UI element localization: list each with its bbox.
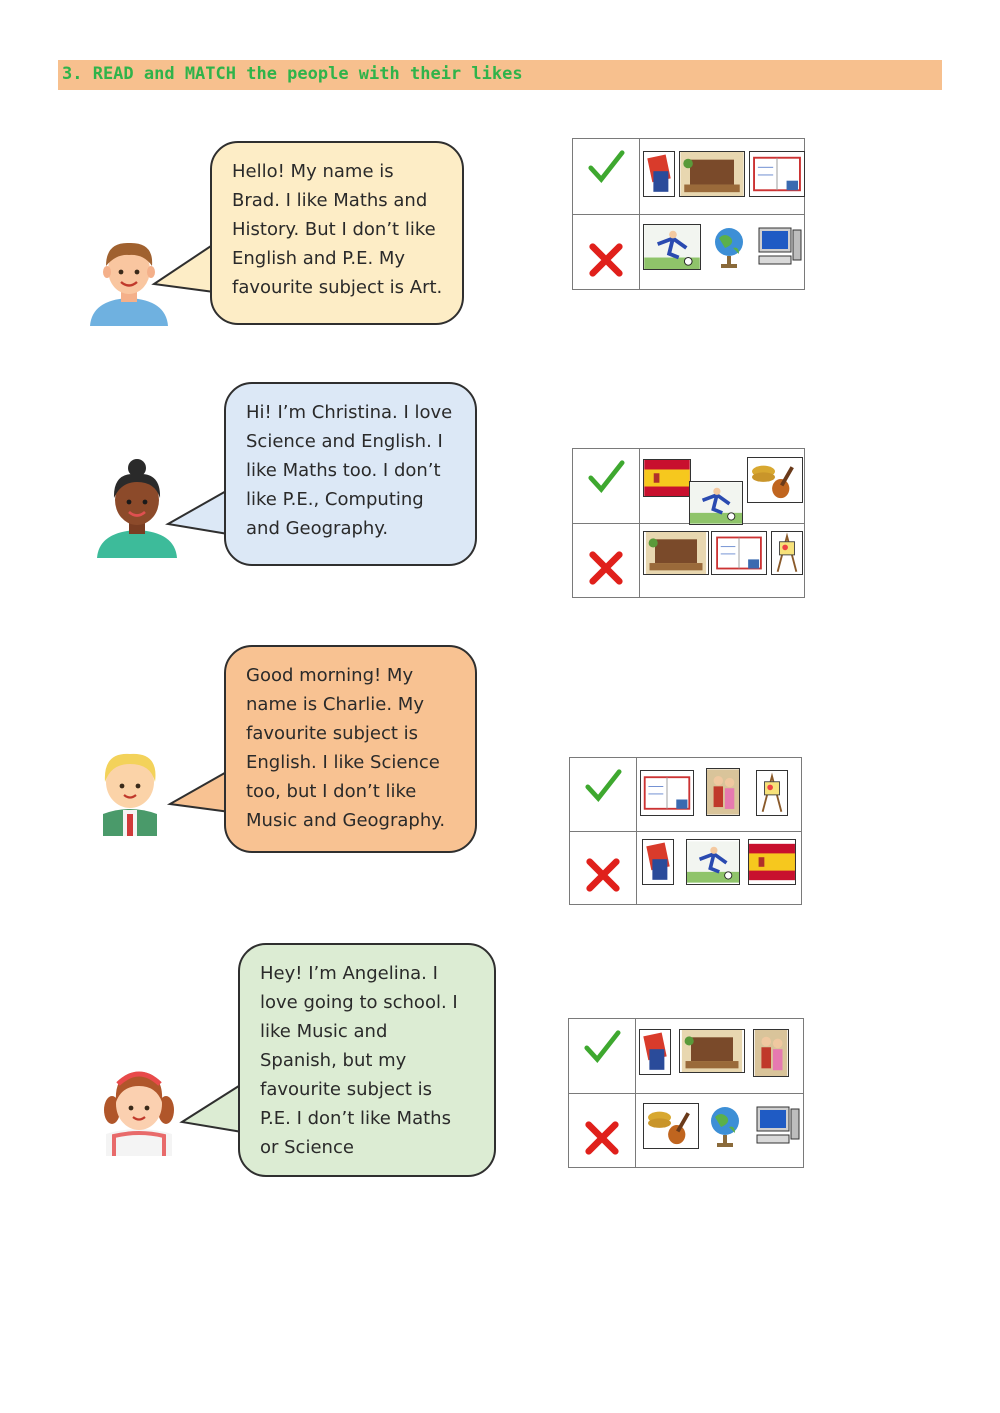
science-lab-icon <box>679 151 745 197</box>
cymbals-guitar-icon <box>747 457 803 503</box>
speech-bubble-charlie: Good morning! My name is Charlie. My favourite subject is English. I like Science too, but I don’t like Music and Geography. <box>224 645 477 853</box>
speech-bubble-brad: Hello! My name is Brad. I like Maths and History. But I don’t like English and P.E. My favourite subject is Art. <box>210 141 464 325</box>
instruction-banner <box>58 60 942 90</box>
tick-icon <box>584 766 622 804</box>
cymbals-guitar-icon <box>643 1103 699 1149</box>
likes-grid-2 <box>572 448 805 598</box>
speech-bubble-christina: Hi! I’m Christina. I love Science and English. I like Maths too. I don’t like P.E., Computing and Geography. <box>224 382 477 566</box>
instruction-title: 3. READ and MATCH the people with their likes <box>62 64 523 84</box>
likes-grid-1 <box>572 138 805 290</box>
science-lab-icon <box>679 1029 745 1073</box>
tick-icon <box>587 457 625 495</box>
globe-icon <box>711 224 747 270</box>
computer-icon <box>757 224 803 270</box>
football-player-icon <box>686 839 740 885</box>
notebook-icon <box>749 151 805 197</box>
cross-icon <box>583 1119 621 1157</box>
cross-icon <box>587 241 625 279</box>
football-player-icon <box>643 224 701 270</box>
girl-pigtails-avatar-icon <box>100 1064 178 1156</box>
spain-flag-icon <box>643 459 691 497</box>
tick-icon <box>587 147 625 185</box>
speech-bubble-angelina: Hey! I’m Angelina. I love going to school. I like Music and Spanish, but my favourite subject is P.E. I don’t like Maths or Science <box>238 943 496 1177</box>
cross-icon <box>587 549 625 587</box>
dictionary-book-icon <box>643 151 675 197</box>
blond-child-avatar-icon <box>97 748 163 836</box>
roman-history-icon <box>706 768 740 816</box>
science-lab-icon <box>643 531 709 575</box>
likes-grid-3 <box>569 757 802 905</box>
roman-history-icon <box>753 1029 789 1077</box>
notebook-icon <box>711 531 767 575</box>
spain-flag-icon <box>748 839 796 885</box>
dictionary-book-icon <box>639 1029 671 1075</box>
art-easel-icon <box>771 531 803 575</box>
globe-icon <box>707 1103 743 1149</box>
cross-icon <box>584 856 622 894</box>
notebook-icon <box>640 770 694 816</box>
tick-icon <box>583 1027 621 1065</box>
football-player-icon <box>689 481 743 525</box>
computer-icon <box>755 1103 801 1149</box>
art-easel-icon <box>756 770 788 816</box>
dictionary-book-icon <box>642 839 674 885</box>
likes-grid-4 <box>568 1018 804 1168</box>
